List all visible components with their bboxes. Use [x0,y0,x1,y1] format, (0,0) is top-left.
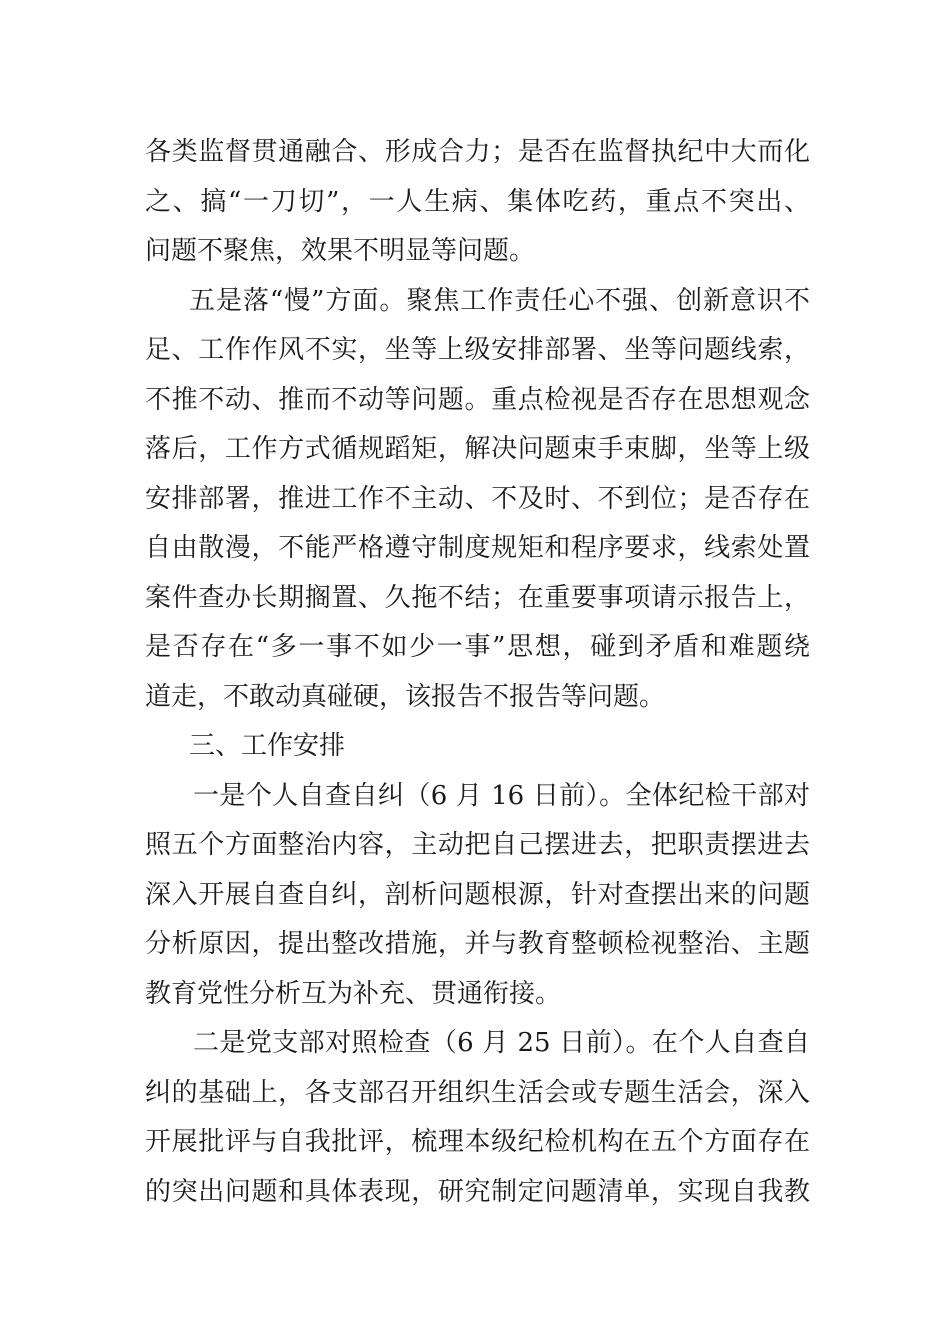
paragraph-line: 问题不聚焦，效果不明显等问题。 [145,236,536,266]
paragraph-line: 照五个方面整治内容，主动把自己摆进去，把职责摆进去 [145,830,810,860]
paragraph-line: 之、搞“一刀切”，一人生病、集体吃药，重点不突出、 [145,186,810,217]
paragraph-line: 开展批评与自我批评，梳理本级纪检机构在五个方面存在 [145,1127,810,1157]
paragraph-line: 落后，工作方式循规蹈矩，解决问题束手束脚，坐等上级 [145,434,810,464]
paragraph-line: 五是落“慢”方面。聚焦工作责任心不强、创新意识不 [189,285,810,316]
paragraph-line: 二是党支部对照检查（6 月 25 日前）。在个人自查自 [193,1028,810,1058]
paragraph-line: 是否存在“多一事不如少一事”思想，碰到矛盾和难题绕 [145,632,810,662]
paragraph-line: 深入开展自查自纠，剖析问题根源，针对查摆出来的问题 [145,879,810,910]
document-body [145,128,810,1217]
paragraph-line: 道走，不敢动真碰硬，该报告不报告等问题。 [145,681,666,712]
paragraph-line: 案件查办长期搁置、久拖不结；在重要事项请示报告上， [145,582,810,613]
paragraph-line: 自由散漫，不能严格遵守制度规矩和程序要求，线索处置 [145,533,810,563]
paragraph-line: 安排部署，推进工作不主动、不及时、不到位；是否存在 [145,483,810,514]
paragraph-line: 足、工作作风不实，坐等上级安排部署、坐等问题线索， [145,335,810,365]
paragraph-line: 一是个人自查自纠（6 月 16 日前）。全体纪检干部对 [193,780,810,811]
paragraph-line: 分析原因，提出整改措施，并与教育整顿检视整治、主题 [145,929,810,959]
paragraph-line: 不推不动、推而不动等问题。重点检视是否存在思想观念 [145,384,810,415]
section-heading: 三、工作安排 [189,731,346,761]
paragraph-line: 各类监督贯通融合、形成合力；是否在监督执纪中大而化 [145,137,810,167]
paragraph-line: 纠的基础上，各支部召开组织生活会或专题生活会，深入 [145,1077,810,1108]
paragraph-line: 的突出问题和具体表现，研究制定问题清单，实现自我教 [145,1176,810,1207]
paragraph-line: 教育党性分析互为补充、贯通衔接。 [145,978,562,1009]
